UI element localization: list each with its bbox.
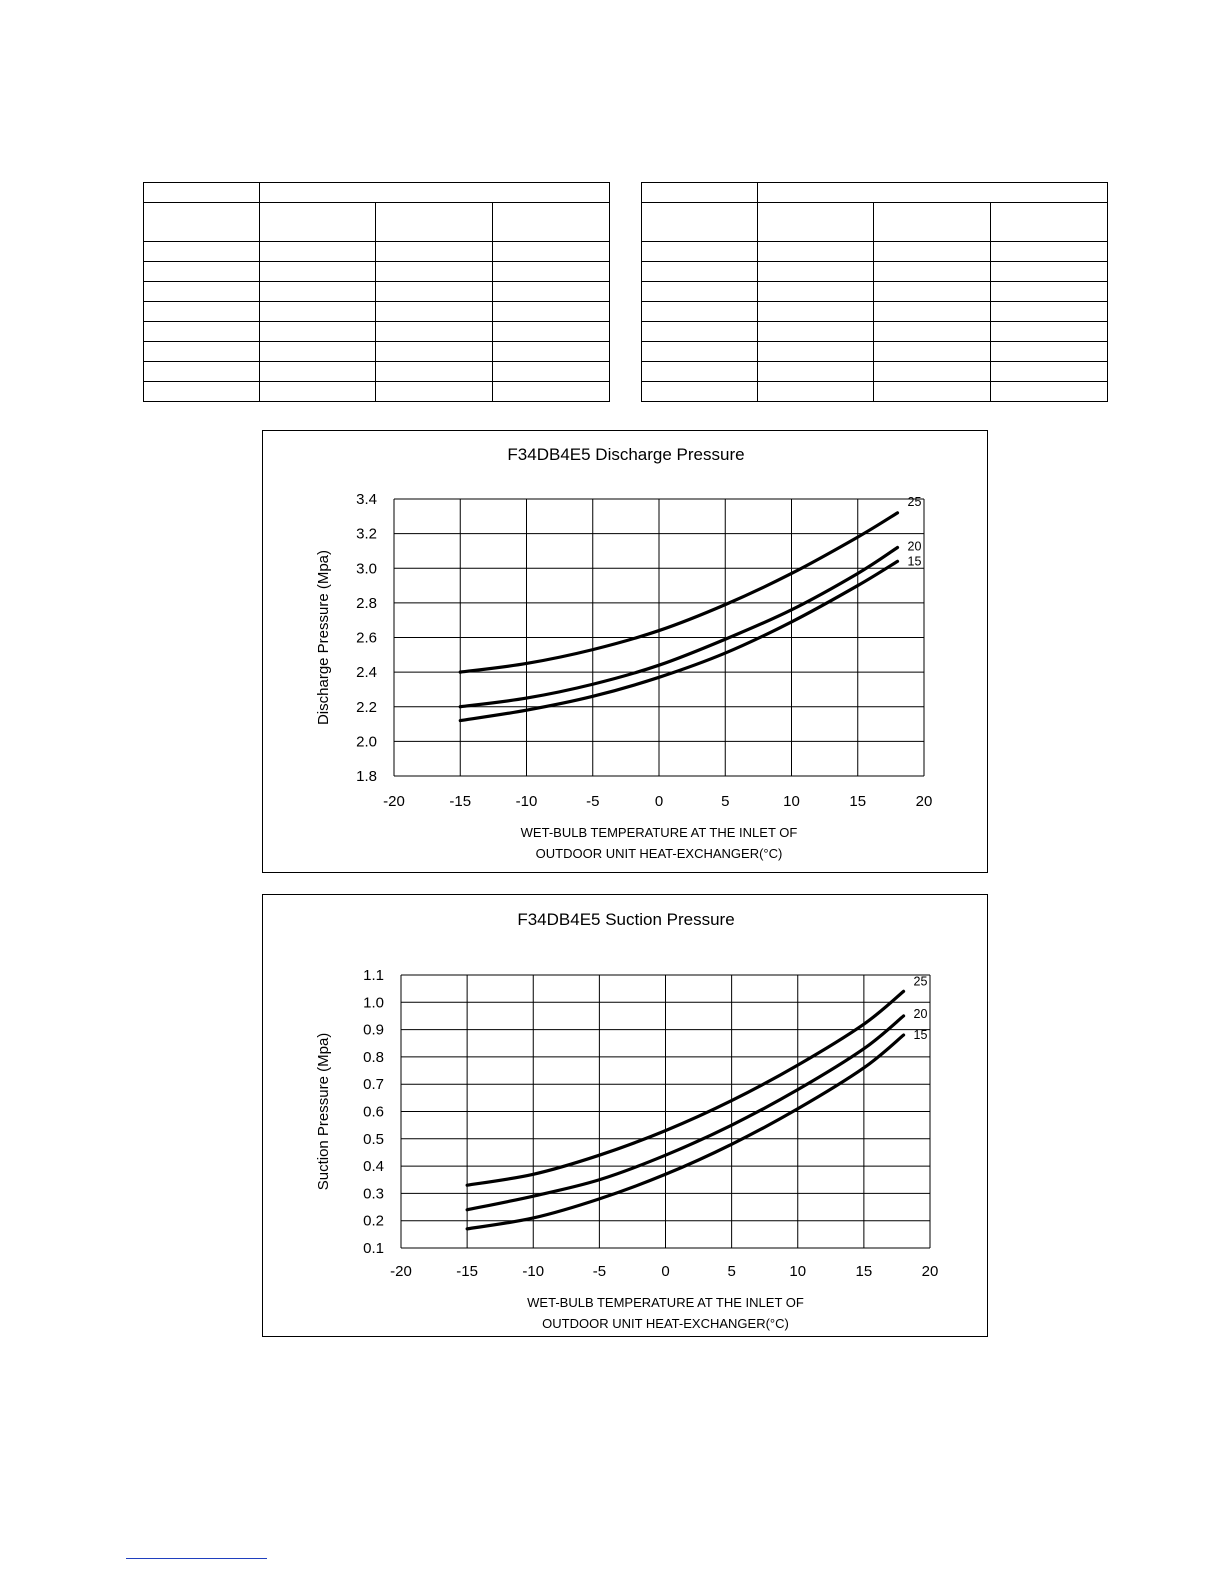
table-cell [991,302,1108,322]
table-cell [260,282,376,302]
x-tick-label: -10 [522,1263,545,1280]
table-cell [376,382,493,402]
table-cell [991,322,1108,342]
table-cell [991,282,1108,302]
y-tick-label: 0.7 [363,1076,384,1094]
table-cell [493,242,610,262]
table-cell [758,282,874,302]
table-header-row [642,183,1108,203]
series-label-15: 15 [913,1028,928,1043]
x-axis-title-line: OUTDOOR UNIT HEAT-EXCHANGER(°C) [535,846,783,861]
table-cell [642,382,758,402]
table-cell [376,262,493,282]
table-cell [758,302,874,322]
table-cell [493,382,610,402]
table-cell [493,322,610,342]
data-table-right [641,182,1108,402]
table-cell [493,342,610,362]
x-tick-label: -5 [586,793,600,810]
y-tick-label: 0.9 [363,1021,384,1039]
table-row [144,342,610,362]
table-row [642,342,1108,362]
table-subheader-row [144,203,610,242]
y-tick-label: 3.0 [356,560,377,578]
table-cell [874,382,991,402]
x-tick-label: -10 [515,793,538,810]
x-tick-label: 10 [789,1263,807,1280]
y-tick-label: 2.8 [356,594,377,612]
y-tick-label: 2.2 [356,698,377,716]
table-cell [991,203,1108,242]
table-cell [376,302,493,322]
table-cell [144,183,260,203]
chart-title: F34DB4E5 Suction Pressure [517,910,735,929]
table-cell [376,242,493,262]
table-cell [376,282,493,302]
table-cell [260,262,376,282]
x-tick-label: 10 [783,793,800,810]
table-cell [642,262,758,282]
x-tick-label: 0 [654,793,664,810]
table-cell [642,342,758,362]
table-cell [874,282,991,302]
table-cell [874,203,991,242]
table-cell [758,342,874,362]
table-cell [642,183,758,203]
table-cell [376,203,493,242]
table-cell [874,342,991,362]
table-cell [376,322,493,342]
y-tick-label: 0.2 [363,1212,384,1230]
x-tick-label: 20 [921,1263,939,1280]
x-tick-label: 5 [721,793,730,810]
table-row [144,242,610,262]
series-label-15: 15 [907,554,922,569]
series-line-20 [467,1016,903,1210]
table-row [642,382,1108,402]
table-cell [144,203,260,242]
table-row [642,282,1108,302]
table-cell [144,362,260,382]
table-row [642,362,1108,382]
x-tick-label: 20 [915,793,933,810]
x-tick-label: 15 [855,1263,873,1280]
table-cell [144,342,260,362]
table-cell [260,302,376,322]
x-tick-label: -15 [456,1263,478,1280]
y-tick-label: 0.6 [363,1103,384,1121]
y-tick-label: 3.2 [356,525,377,543]
x-axis-title-line: WET-BULB TEMPERATURE AT THE INLET OF [527,1295,804,1310]
data-table-left [143,182,610,402]
series-label-25: 25 [907,494,922,509]
x-tick-label: -5 [592,1263,607,1280]
table-cell [991,242,1108,262]
table-subheader-row [642,203,1108,242]
table-cell [758,322,874,342]
discharge-chart-svg [263,431,989,874]
x-tick-label: -20 [390,1263,412,1280]
suction-chart-svg [263,895,989,1338]
x-tick-label: 5 [727,1263,736,1280]
table-cell [642,322,758,342]
table-header-row [144,183,610,203]
table-cell [991,362,1108,382]
table-cell [991,262,1108,282]
y-axis-title: Discharge Pressure (Mpa) [315,549,332,726]
table-cell [493,262,610,282]
table-cell [874,242,991,262]
table-cell [144,382,260,402]
footnote-separator [126,1558,267,1559]
table-cell [642,362,758,382]
table-cell [144,242,260,262]
table-cell [260,362,376,382]
table-cell [874,302,991,322]
table-cell [642,242,758,262]
table-cell [260,322,376,342]
table-row [642,302,1108,322]
table-row [144,382,610,402]
table-cell [758,203,874,242]
table-cell [874,362,991,382]
table-cell [991,342,1108,362]
table-cell [493,362,610,382]
y-tick-label: 1.8 [356,768,377,785]
table-cell [874,262,991,282]
series-line-25 [467,991,903,1185]
table-row [144,262,610,282]
y-tick-label: 2.6 [356,629,377,647]
table-cell [260,382,376,402]
series-label-20: 20 [913,1006,928,1021]
table-cell [376,362,493,382]
y-tick-label: 1.1 [363,967,384,984]
table-cell [144,302,260,322]
x-tick-label: -15 [449,793,472,810]
table-cell [642,203,758,242]
y-tick-label: 0.5 [363,1130,384,1148]
series-label-25: 25 [913,974,928,989]
x-axis-title-line: WET-BULB TEMPERATURE AT THE INLET OF [520,825,798,840]
suction-pressure-chart [262,894,988,1337]
x-axis-title-line: OUTDOOR UNIT HEAT-EXCHANGER(°C) [542,1316,789,1331]
x-tick-label: -20 [383,793,405,810]
y-tick-label: 0.3 [363,1185,384,1203]
table-row [144,362,610,382]
series-line-25 [460,513,897,672]
table-row [642,322,1108,342]
y-axis-title: Suction Pressure (Mpa) [315,1032,332,1191]
table-row [642,242,1108,262]
table-cell [758,382,874,402]
table-cell [991,382,1108,402]
y-tick-label: 0.1 [363,1240,384,1257]
table-row [144,282,610,302]
table-cell [493,302,610,322]
table-row [144,302,610,322]
table-cell [758,362,874,382]
table-cell [144,282,260,302]
y-tick-label: 1.0 [363,994,384,1012]
y-tick-label: 0.4 [363,1158,384,1176]
table-cell [260,203,376,242]
table-cell [758,242,874,262]
y-tick-label: 3.4 [356,491,377,508]
table-cell [376,342,493,362]
table-cell [493,282,610,302]
y-tick-label: 2.4 [356,664,377,682]
series-line-20 [460,547,897,706]
y-tick-label: 0.8 [363,1048,384,1066]
chart-title: F34DB4E5 Discharge Pressure [507,445,745,464]
table-cell [260,183,610,203]
table-cell [260,242,376,262]
table-cell [874,322,991,342]
table-cell [758,262,874,282]
table-cell [493,203,610,242]
table-cell [758,183,1108,203]
series-label-20: 20 [907,539,922,554]
table-cell [642,302,758,322]
x-tick-label: 0 [661,1263,670,1280]
table-row [144,322,610,342]
table-cell [260,342,376,362]
table-row [642,262,1108,282]
y-tick-label: 2.0 [356,733,377,751]
table-cell [642,282,758,302]
discharge-pressure-chart [262,430,988,873]
x-tick-label: 15 [849,793,867,810]
table-cell [144,322,260,342]
table-cell [144,262,260,282]
